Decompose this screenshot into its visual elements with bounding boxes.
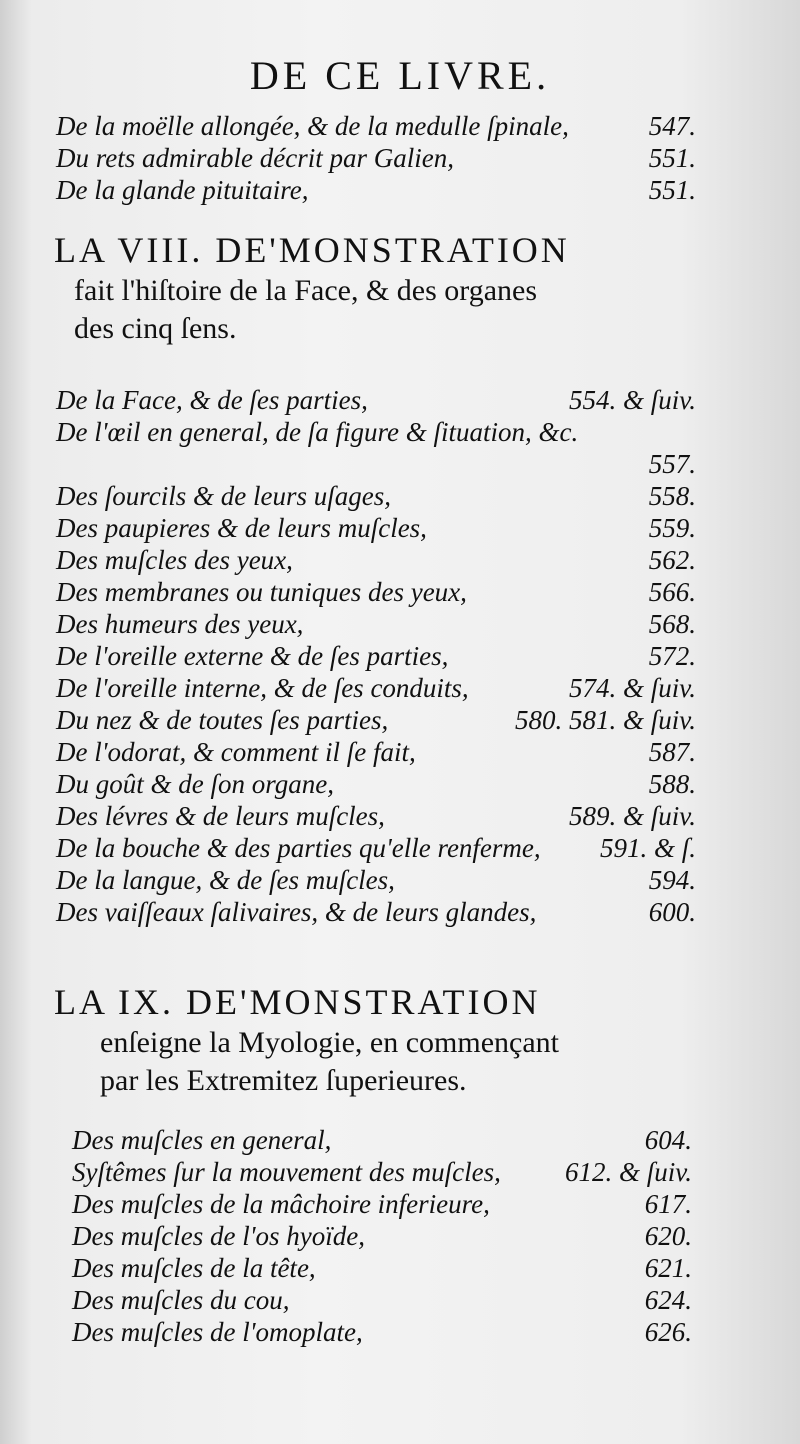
entry-page: 551.	[648, 143, 696, 173]
entry-page: 558.	[648, 481, 696, 511]
toc-entry	[56, 576, 696, 608]
toc-entry	[56, 384, 696, 416]
toc-entry	[72, 1284, 692, 1316]
entry-title: Des muſcles du cou,	[72, 1285, 290, 1315]
toc-entry	[72, 1316, 692, 1348]
toc-entry	[56, 416, 696, 448]
toc-entry	[56, 864, 696, 896]
section-8-title: LA VIII. DE'MONSTRATION	[54, 230, 570, 270]
entry-title: Des muſcles de l'omoplate,	[72, 1317, 363, 1347]
toc-entry	[72, 1188, 692, 1220]
entry-title: De l'oreille interne, & de ſes conduits,	[56, 673, 469, 703]
entry-title: De la langue, & de ſes muſcles,	[56, 865, 395, 895]
entry-page: 594.	[648, 865, 696, 895]
entry-title: De la glande pituitaire,	[56, 175, 309, 205]
toc-entry	[72, 1220, 692, 1252]
entry-page: 588.	[648, 769, 696, 799]
entry-page: 547.	[648, 111, 696, 141]
toc-entry	[56, 896, 696, 928]
section-8-desc-line2: des cinq ſens.	[74, 312, 237, 345]
entry-title: De l'œil en general, de ſa figure & ſituation, &c.	[56, 417, 579, 447]
entry-page: 626.	[644, 1317, 692, 1347]
entry-title: Des muſcles des yeux,	[56, 545, 293, 575]
entry-title: De la moëlle allongée, & de la medulle ſpinale,	[56, 111, 569, 141]
entry-page: 617.	[644, 1189, 692, 1219]
toc-entry	[56, 480, 696, 512]
toc-entry	[56, 544, 696, 576]
entry-page: 600.	[648, 897, 696, 927]
entry-title: Des membranes ou tuniques des yeux,	[56, 577, 467, 607]
entry-page: 620.	[644, 1221, 692, 1251]
entry-title: De la Face, & de ſes parties,	[56, 385, 368, 415]
toc-entry	[56, 110, 696, 142]
section-8-entry-list	[56, 384, 696, 928]
entry-title: Syſtêmes ſur la mouvement des muſcles,	[72, 1157, 501, 1187]
entry-title: Des muſcles de la mâchoire inferieure,	[72, 1189, 490, 1219]
entry-title: Des muſcles en general,	[72, 1125, 332, 1155]
toc-entry	[56, 768, 696, 800]
entry-page: 591. & ſ.	[599, 833, 696, 863]
entry-page: 612. & ſuiv.	[565, 1157, 692, 1187]
toc-entry	[56, 512, 696, 544]
entry-page: 589. & ſuiv.	[569, 801, 696, 831]
entry-page: 562.	[648, 545, 696, 575]
entry-title: Des humeurs des yeux,	[56, 609, 304, 639]
entry-title: Du nez & de toutes ſes parties,	[56, 705, 389, 735]
toc-entry	[56, 832, 696, 864]
entry-page: 604.	[644, 1125, 692, 1155]
entry-title: Des ſourcils & de leurs uſages,	[56, 481, 391, 511]
entry-page: 554. & ſuiv.	[569, 385, 696, 415]
entry-page: 572.	[648, 641, 696, 671]
section-9-desc-line2: par les Extremitez ſuperieures.	[100, 1064, 467, 1097]
entry-title: Des muſcles de la tête,	[72, 1253, 316, 1283]
section-8-heading	[54, 228, 714, 348]
entry-title: Des paupieres & de leurs muſcles,	[56, 513, 427, 543]
toc-entry	[72, 1124, 692, 1156]
entry-title: Des muſcles de l'os hyoïde,	[72, 1221, 365, 1251]
entry-page: 566.	[648, 577, 696, 607]
entry-title: Du rets admirable décrit par Galien,	[56, 143, 454, 173]
toc-entry	[72, 1252, 692, 1284]
entry-page: 580. 581. & ſuiv.	[515, 705, 696, 735]
section-9-heading	[54, 980, 714, 1100]
entry-title: Du goût & de ſon organe,	[56, 769, 334, 799]
section-8-desc-line1: fait l'hiſtoire de la Face, & des organes	[74, 274, 538, 307]
toc-entry	[56, 174, 696, 206]
toc-entry	[56, 736, 696, 768]
entry-page: 551.	[648, 175, 696, 205]
toc-entry	[56, 800, 696, 832]
entry-page: 557.	[648, 449, 696, 479]
toc-entry	[56, 142, 696, 174]
section-9-entry-list	[72, 1124, 692, 1348]
toc-entry	[56, 704, 696, 736]
section-9-title: LA IX. DE'MONSTRATION	[54, 982, 541, 1022]
entry-title: De l'oreille externe & de ſes parties,	[56, 641, 449, 671]
entry-page: 574. & ſuiv.	[569, 673, 696, 703]
toc-entry	[56, 672, 696, 704]
entry-title: Des lévres & de leurs muſcles,	[56, 801, 385, 831]
top-entry-list	[56, 110, 696, 206]
entry-page: 621.	[644, 1253, 692, 1283]
entry-page: 624.	[644, 1285, 692, 1315]
entry-page: 568.	[648, 609, 696, 639]
entry-title: De l'odorat, & comment il ſe fait,	[56, 737, 416, 767]
section-9-desc-line1: enſeigne la Myologie, en commençant	[100, 1026, 560, 1059]
entry-page: 587.	[648, 737, 696, 767]
running-header: DE CE LIVRE.	[249, 53, 551, 98]
entry-page: 559.	[648, 513, 696, 543]
toc-entry-continuation	[56, 448, 696, 480]
toc-entry	[56, 608, 696, 640]
entry-title: Des vaiſſeaux ſalivaires, & de leurs glandes,	[56, 897, 537, 927]
entry-title: De la bouche & des parties qu'elle renferme,	[56, 833, 541, 863]
toc-entry	[72, 1156, 692, 1188]
toc-entry	[56, 640, 696, 672]
